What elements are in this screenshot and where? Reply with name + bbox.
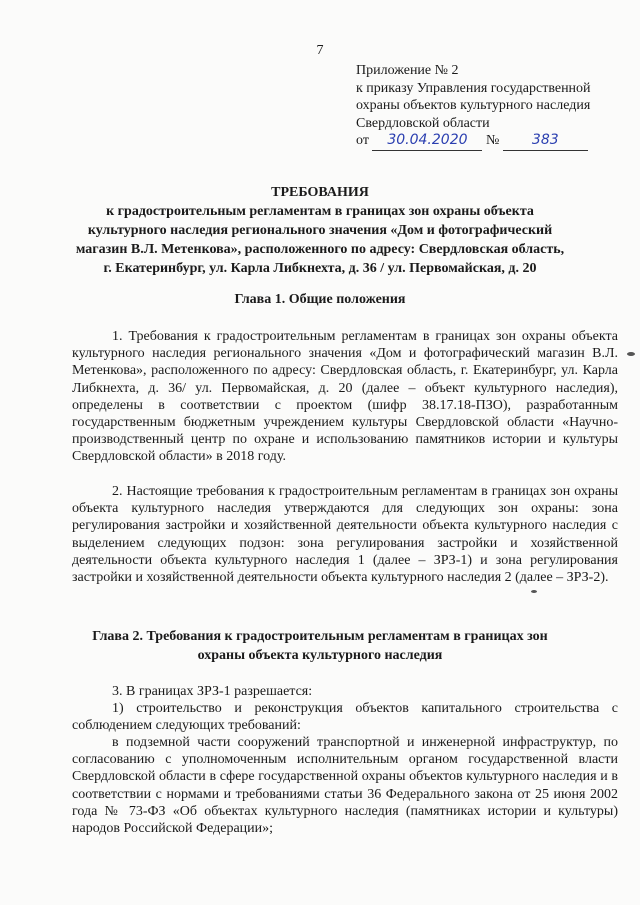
appendix-line: охраны объектов культурного наследия: [356, 98, 591, 113]
document-title: [60, 183, 580, 278]
paragraph-5: в подземной части сооружений транспортной и инженерной инфраструктур, по согласованию с уполномоченным исполнительным органом государственной власти Свердловской области в сфере государственной охраны объектов культурного наследия и в соответствии с нормами и требованиями статьи 36 Федерального закона от 25 июня 2002 года № 73-ФЗ «Об объектах культурного наследия (памятниках истории и культуры) народов Российской Федерации»;: [72, 735, 618, 837]
scan-speck: [531, 590, 537, 593]
title-heading: ТРЕБОВАНИЯ: [271, 185, 369, 200]
title-line: магазин В.Л. Метенкова», расположенного по адресу: Свердловская область,: [75, 242, 565, 257]
handwritten-date: 30.04.2020: [372, 132, 482, 151]
title-line: г. Екатеринбург, ул. Карла Либкнехта, д. 36 / ул. Первомайская, д. 20: [103, 261, 537, 276]
chapter-2-heading: [60, 627, 580, 665]
title-line: культурного наследия регионального значения «Дом и фотографический: [87, 223, 553, 238]
paragraph-4: 1) строительство и реконструкция объектов капитального строительства с соблюдением следующих требований:: [72, 701, 618, 734]
chapter-2-heading-line: Глава 2. Требования к градостроительным регламентам в границах зон: [92, 629, 548, 644]
appendix-block: [356, 62, 636, 151]
paragraph-1: 1. Требования к градостроительным регламентам в границах зон охраны объекта культурного наследия регионального значения «Дом и фотографический магазин В.Л. Метенкова», расположенного по адресу: Свердловская область, г. Екатеринбург, ул. Карла Либкнехта, д. 36/ ул. Первомайская, д. 20 (далее – объект культурного наследия), определены в соответствии с проектом (шифр 38.17.18-ПЗО), разработанным государственным бюджетным учреждением культуры Свердловской области «Научно-производственный центр по охране и использованию памятников истории и культуры Свердловской области» в 2018 году.: [72, 329, 618, 465]
appendix-line: Свердловской области: [356, 115, 490, 131]
chapter-2-heading-line: охраны объекта культурного наследия: [197, 648, 443, 663]
number-label: №: [485, 133, 500, 148]
chapter-1-heading: Глава 1. Общие положения: [234, 292, 406, 307]
handwritten-number: 383: [503, 132, 588, 151]
appendix-line: к приказу Управления государственной: [356, 80, 591, 96]
page-number: 7: [316, 43, 324, 58]
title-line: к градостроительным регламентам в границах зон охраны объекта: [106, 204, 534, 219]
appendix-line: Приложение № 2: [356, 63, 459, 78]
paragraph-2: 2. Настоящие требования к градостроительным регламентам в границах зон охраны объекта культурного наследия утверждаются для следующих зон охраны: зона регулирования застройки и хозяйственной деятельности объекта культурного наследия с выделением следующих подзон: зона регулирования застройки и хозяйственной деятельности объекта культурного наследия 1 (далее – ЗРЗ-1) и зона регулирования застройки и хозяйственной деятельности объекта культурного наследия 2 (далее – ЗРЗ-2).: [72, 484, 618, 586]
paragraph-3: 3. В границах ЗРЗ-1 разрешается:: [112, 684, 313, 699]
from-label: от: [356, 133, 369, 148]
scan-speck: [627, 352, 635, 356]
date-number-row: [356, 132, 636, 151]
